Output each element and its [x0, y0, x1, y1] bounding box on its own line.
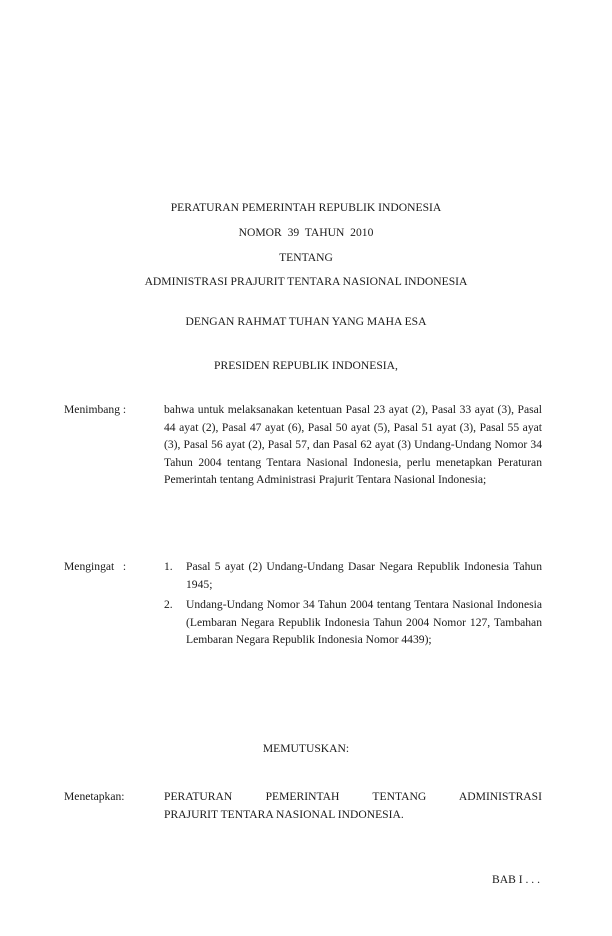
regulation-number: NOMOR 39 TAHUN 2010: [238, 226, 374, 239]
menimbang-text: bahwa untuk melaksanakan ketentuan Pasal 23 ayat (2), Pasal 33 ayat (3), Pasal 44 ayat (2), Pasal 47 ayat (6), Pasal 50 ayat (5), Pasal 51 ayat (3), Pasal 55 ayat (3), Pasal 56 ayat (2), Pasal 57, dan Pasal 62 ayat (3) Undang-Undang Nomor 34 Tahun 2004 tentang Tentara Nasional Indonesia, perlu menetapkan Peraturan Pemerintah tentang Administrasi Prajurit Tentara Nasional Indonesia;: [164, 403, 542, 487]
item-text: Undang-Undang Nomor 34 Tahun 2004 tentang Tentara Nasional Indonesia (Lembaran Negara Republik Indonesia Tahun 2004 Nomor 127, Tambahan Lembaran Negara Republik Indonesia Nomor 4439);: [186, 598, 542, 647]
menetapkan-line-1: PERATURAN PEMERINTAH TENTANG ADMINISTRASI: [164, 790, 542, 803]
item-number: 1.: [164, 560, 173, 573]
mengingat-label: Mengingat :: [64, 560, 127, 573]
menetapkan-label: Menetapkan:: [64, 790, 125, 803]
item-text: Pasal 5 ayat (2) Undang-Undang Dasar Negara Republik Indonesia Tahun 1945;: [186, 560, 542, 591]
mengingat-item: [164, 558, 542, 593]
memutuskan-heading: MEMUTUSKAN:: [262, 742, 350, 755]
menimbang-label: Menimbang :: [64, 403, 127, 416]
item-number: 2.: [164, 598, 173, 611]
menetapkan-line-2: PRAJURIT TENTARA NASIONAL INDONESIA.: [164, 808, 404, 821]
blessing-line: DENGAN RAHMAT TUHAN YANG MAHA ESA: [185, 315, 427, 328]
continuation-marker: BAB I . . .: [492, 873, 540, 886]
tentang-heading: TENTANG: [279, 251, 333, 264]
president-line: PRESIDEN REPUBLIK INDONESIA,: [214, 359, 398, 372]
mengingat-item: [164, 596, 542, 649]
regulation-title: PERATURAN PEMERINTAH REPUBLIK INDONESIA: [170, 201, 442, 214]
regulation-subject: ADMINISTRASI PRAJURIT TENTARA NASIONAL INDONESIA: [144, 275, 468, 288]
